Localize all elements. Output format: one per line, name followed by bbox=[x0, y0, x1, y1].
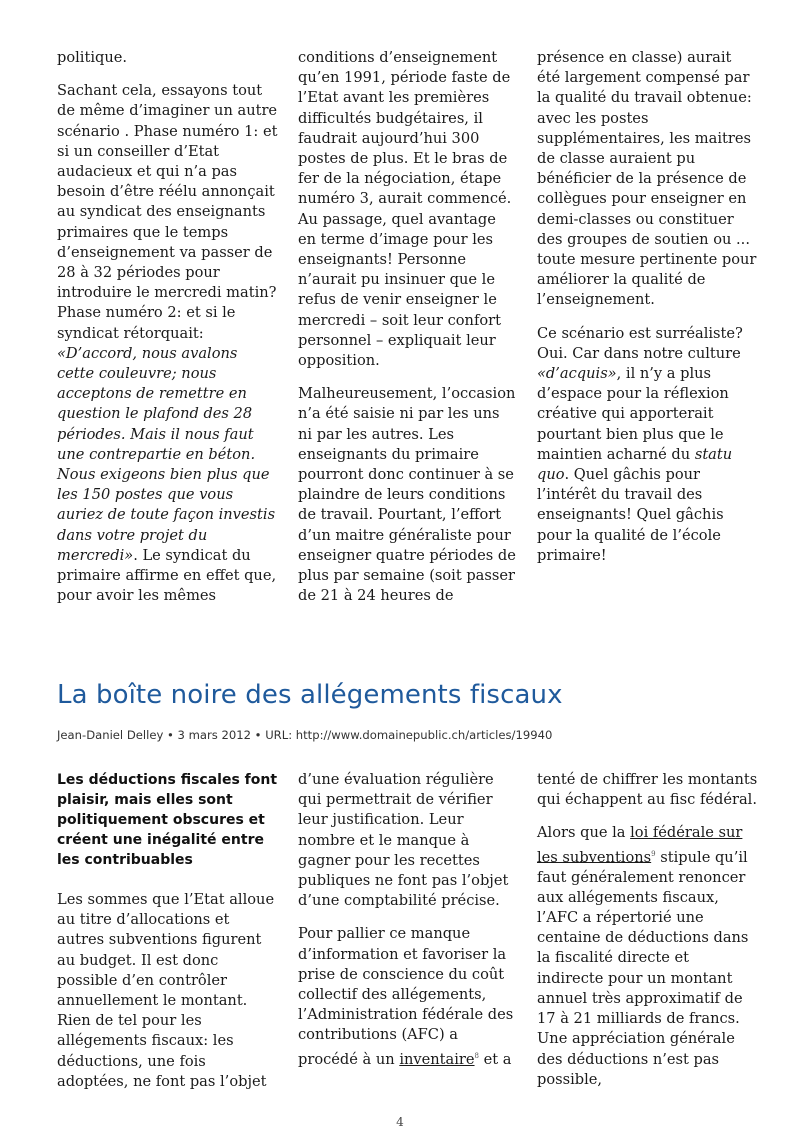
paragraph: d’une évaluation régulière qui permettrait de vérifier leur justification. Leur nombre et le manque à gagner pour les recettes publiques ne font pas l’objet d’une comptabilité précise. bbox=[298, 771, 509, 910]
paragraph: Sachant cela, essayons tout de même d’imaginer un autre scénario . Phase numéro 1: et si un conseiller d’Etat audacieux et qui n’a pas besoin d’être réélu annonçait au syndicat des enseignants primaires que le temps d’enseignement va passer de 28 à 32 périodes pour introduire le mercredi matin? Phase numéro 2: et si le syndicat rétorquait: «D’accord, nous avalons cette couleuvre; nous acceptons de remettre en question le plafond des 28 périodes. Mais il nous faut une contrepartie en béton. Nous exigeons bien plus que les 150 postes que vous auriez de toute façon investis dans votre projet du mercredi». Le syndicat du primaire affirme en effet que, pour avoir les mêmes bbox=[57, 82, 278, 605]
article-lead: Les déductions fiscales font plaisir, mais elles sont politiquement obscures et créent une inégalité entre les contribuables bbox=[57, 772, 278, 868]
article2-column-3 bbox=[537, 770, 759, 1103]
quote: «D’accord, nous avalons cette couleuvre; nous acceptons de remettre en question le plafond des 28 périodes. Mais il nous faut une contrepartie en béton. Nous exigeons bien plus que les 150 postes que vous auriez de toute façon investis dans votre projet du mercredi» bbox=[57, 344, 276, 564]
paragraph: Les sommes que l’Etat alloue au titre d’allocations et autres subventions figurent au budget. Il est donc possible d’en contrôler annuellement le montant. Rien de tel pour les allégements fiscaux: les déductions, une fois adoptées, ne font pas l’objet bbox=[57, 891, 275, 1090]
paragraph: tenté de chiffrer les montants qui échappent au fisc fédéral. bbox=[537, 771, 758, 809]
paragraph: conditions d’enseignement qu’en 1991, période faste de l’Etat avant les premières difficultés budgétaires, il faudrait aujourd’hui 300 postes de plus. Et le bras de fer de la négociation, étape numéro 3, aurait commencé. Au passage, quel avantage en terme d’image pour les enseignants! Personne n’aurait pu insinuer que le refus de venir enseigner le mercredi – soit leur confort personnel – expliquait leur opposition. bbox=[298, 49, 512, 370]
quote: «d’acquis» bbox=[537, 365, 617, 383]
article1-column-2 bbox=[298, 48, 518, 619]
article1-column-3 bbox=[537, 48, 759, 579]
article2-column-2 bbox=[298, 770, 518, 1083]
article-title: La boîte noire des allégements fiscaux bbox=[57, 680, 563, 710]
emphasis: statu quo bbox=[537, 445, 733, 484]
footnote-marker: 8 bbox=[474, 1051, 479, 1060]
article-byline: Jean-Daniel Delley • 3 mars 2012 • URL: http://www.domainepublic.ch/articles/19940 bbox=[57, 728, 553, 742]
loi-subventions-link[interactable]: loi fédérale sur les subventions bbox=[537, 824, 743, 866]
article1-column-1 bbox=[57, 48, 279, 619]
page-number: 4 bbox=[396, 1115, 404, 1129]
paragraph: Malheureusement, l’occasion n’a été saisie ni par les uns ni par les autres. Les enseignants du primaire pourront donc continuer à se plaindre de leurs conditions de travail. Pourtant, l’effort d’un maitre généraliste pour enseigner quatre périodes de plus par semaine (soit passer de 21 à 24 heures de bbox=[298, 385, 516, 605]
article2-column-1 bbox=[57, 770, 279, 1105]
paragraph: Pour pallier ce manque d’information et favoriser la prise de conscience du coût collectif des allégements, l’Administration fédérale des contributions (AFC) a procédé à un inventaire$^8$ et a bbox=[298, 925, 514, 1068]
inventaire-link[interactable]: inventaire bbox=[399, 1050, 475, 1068]
paragraph: présence en classe) aurait été largement compensé par la qualité du travail obtenue: avec les postes supplémentaires, les maitres de classe auraient pu bénéficier de la présence de collègues pour enseigner en demi-classes ou constituer des groupes de soutien ou ... toute mesure pertinente pour améliorer la qualité de l’enseignement. bbox=[537, 49, 757, 309]
paragraph: politique. bbox=[57, 49, 128, 66]
paragraph: Ce scénario est surréaliste? Oui. Car dans notre culture «d’acquis», il n’y a plus d’espace pour la réflexion créative qui apporterait pourtant bien plus que le maintien acharné du statu quo. Quel gâchis pour l’intérêt du travail des enseignants! Quel gâchis pour la qualité de l’école primaire! bbox=[537, 324, 743, 564]
paragraph: Alors que la loi fédérale sur les subventions$^9$ stipule qu’il faut généralement renoncer aux allégements fiscaux, l’AFC a répertorié une centaine de déductions dans la fiscalité directe et indirecte pour un montant annuel très approximatif de 17 à 21 milliards de francs. Une appréciation générale des déductions n’est pas possible, bbox=[537, 824, 749, 1088]
footnote-marker: 9 bbox=[651, 849, 656, 858]
